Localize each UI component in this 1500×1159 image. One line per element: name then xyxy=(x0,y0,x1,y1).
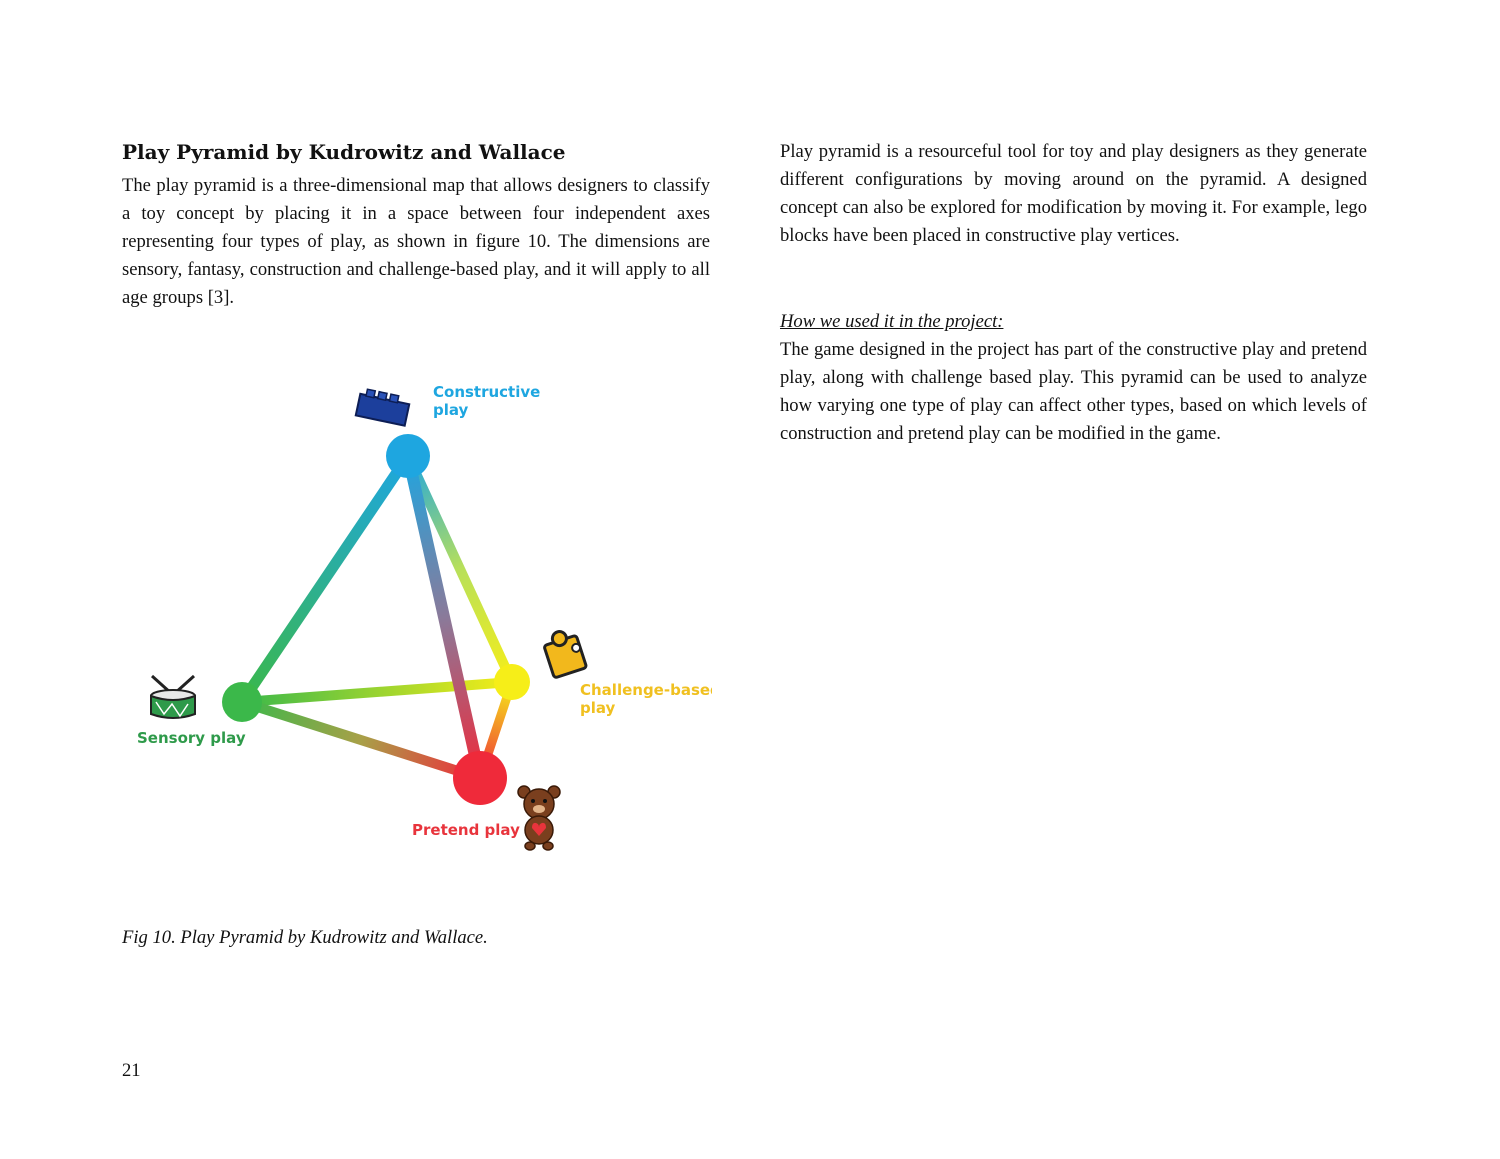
figure-caption: Fig 10. Play Pyramid by Kudrowitz and Wallace. xyxy=(122,927,488,948)
left-column xyxy=(122,138,710,312)
vertex-pretend xyxy=(453,751,507,805)
vertex-challenge xyxy=(494,664,530,700)
label-challenge-line1: Challenge-based xyxy=(580,681,712,699)
vertex-constructive xyxy=(386,434,430,478)
tool-paragraph: Play pyramid is a resourceful tool for toy and play designers as they generate different configurations by moving around on the pyramid. A designed concept can also be explored for modification by moving it. For example, lego blocks have been placed in constructive play vertices. xyxy=(780,141,1367,246)
usage-paragraph: The game designed in the project has part of the constructive play and pretend play, along with challenge based play. This pyramid can be used to analyze how varying one type of play can affect other types, based on which levels of construction and pretend play can be modified in the game. xyxy=(780,339,1367,444)
page-number: 21 xyxy=(122,1060,141,1081)
drum-icon xyxy=(151,676,195,718)
intro-paragraph: The play pyramid is a three-dimensional map that allows designers to classify a toy concept by placing it in a space between four independent axes representing four types of play, as shown in figure 10. The dimensions are sensory, fantasy, construction and challenge-based play, and it will apply to all age groups [3]. xyxy=(122,175,710,308)
play-pyramid-figure xyxy=(122,370,712,870)
label-challenge-line2: play xyxy=(580,699,616,717)
right-column xyxy=(780,138,1367,448)
puzzle-piece-icon xyxy=(541,627,587,678)
label-pretend: Pretend play xyxy=(412,821,520,839)
teddy-bear-icon xyxy=(518,786,560,850)
section-heading: Play Pyramid by Kudrowitz and Wallace xyxy=(122,140,566,164)
edge-constructive-sensory xyxy=(242,456,408,702)
label-sensory: Sensory play xyxy=(137,729,246,747)
label-constructive-line2: play xyxy=(433,401,469,419)
lego-brick-icon xyxy=(356,388,411,426)
vertex-sensory xyxy=(222,682,262,722)
edge-sensory-pretend xyxy=(242,702,480,778)
edge-constructive-challenge xyxy=(408,456,512,682)
label-constructive-line1: Constructive xyxy=(433,383,541,401)
usage-subheading: How we used it in the project: xyxy=(780,311,1004,332)
edge-constructive-pretend xyxy=(408,456,480,778)
play-pyramid-diagram xyxy=(122,370,712,870)
edge-sensory-challenge xyxy=(242,682,512,702)
